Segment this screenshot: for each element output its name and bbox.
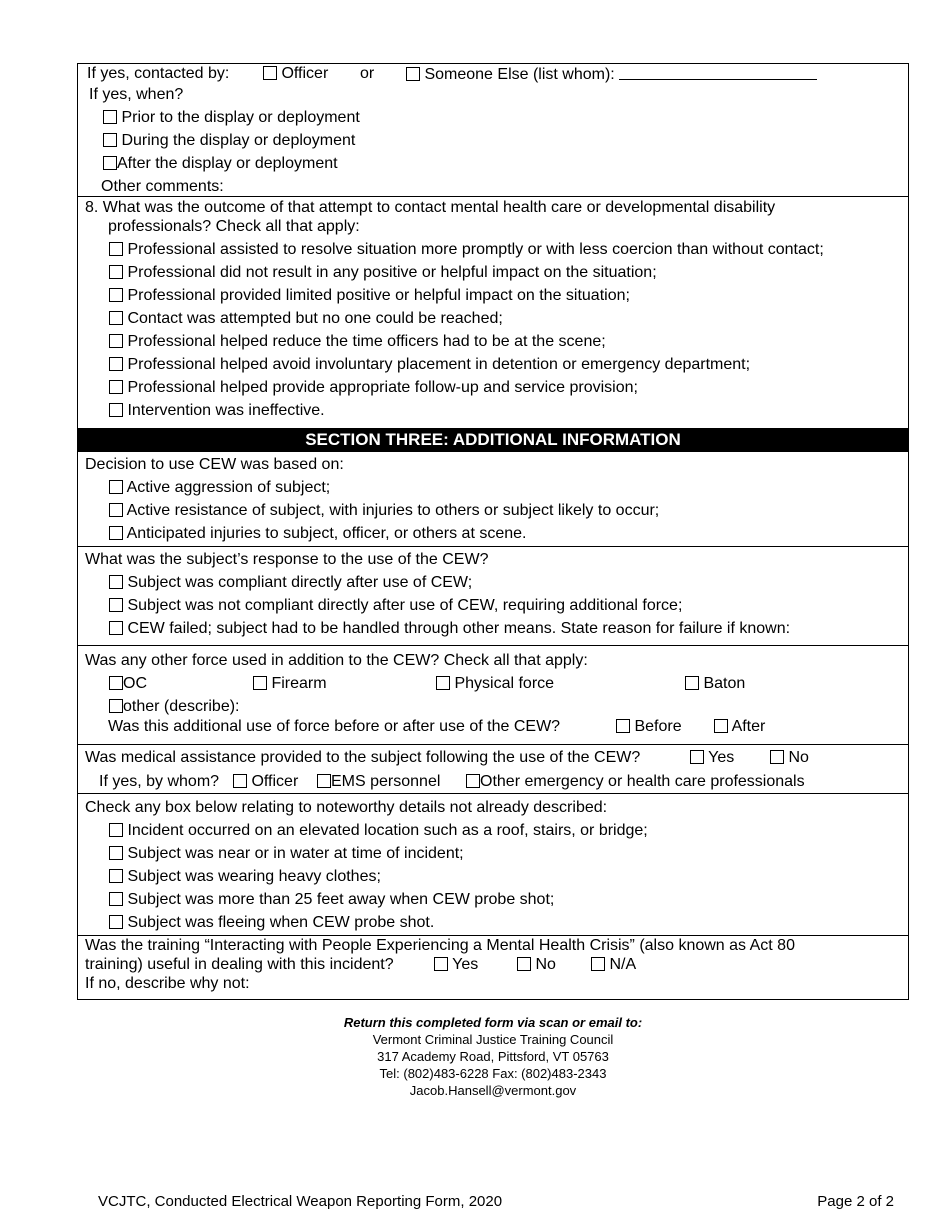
force-timing-question: Was this additional use of force before or after use of the CEW? (108, 718, 561, 735)
during-label: During the display or deployment (121, 132, 356, 149)
response-option-label: Subject was not compliant directly after use of CEW, requiring additional force; (127, 597, 683, 614)
decision-section (78, 452, 908, 547)
training-yes-label: Yes (452, 956, 479, 973)
q8-option-label: Contact was attempted but no one could be reached; (127, 310, 503, 327)
decision-label: Decision to use CEW was based on: (85, 456, 344, 473)
someone-else-checkbox[interactable] (406, 67, 420, 81)
contacted-by-label: If yes, contacted by: (87, 65, 230, 82)
decision-option-label: Active resistance of subject, with injuries to others or subject likely to occur; (126, 502, 660, 519)
decision-option-label: Active aggression of subject; (126, 479, 331, 496)
other-force-label: Was any other force used in addition to the CEW? Check all that apply: (85, 652, 588, 669)
medical-officer-checkbox[interactable] (233, 774, 247, 788)
noteworthy-option-checkbox[interactable] (109, 823, 123, 837)
return-heading: Return this completed form via scan or email to: (343, 1015, 643, 1030)
noteworthy-option-checkbox[interactable] (109, 915, 123, 929)
baton-checkbox[interactable] (685, 676, 699, 690)
response-label: What was the subject’s response to the use of the CEW? (85, 551, 489, 568)
training-no-checkbox[interactable] (517, 957, 531, 971)
noteworthy-label: Check any box below relating to noteworthy details not already described: (85, 799, 608, 816)
physical-force-checkbox[interactable] (436, 676, 450, 690)
return-phone: Tel: (802)483-6228 Fax: (802)483-2343 (379, 1066, 607, 1081)
someone-else-label: Someone Else (list whom): (424, 66, 615, 83)
response-option-label: CEW failed; subject had to be handled through other means. State reason for failure if known: (127, 620, 791, 637)
medical-question: Was medical assistance provided to the subject following the use of the CEW? (85, 749, 641, 766)
after-checkbox[interactable] (103, 156, 117, 170)
training-section (78, 936, 908, 999)
noteworthy-option-checkbox[interactable] (109, 892, 123, 906)
return-info (77, 1014, 909, 1099)
training-no-label: No (535, 956, 556, 973)
q8-section (78, 197, 908, 429)
q8-option-checkbox[interactable] (109, 357, 123, 371)
response-option-checkbox[interactable] (109, 621, 123, 635)
decision-option-checkbox[interactable] (109, 480, 123, 494)
return-email: Jacob.Hansell@vermont.gov (409, 1083, 577, 1098)
firearm-checkbox[interactable] (253, 676, 267, 690)
noteworthy-option-label: Subject was fleeing when CEW probe shot. (127, 914, 435, 931)
q8-option-label: Professional assisted to resolve situation more promptly or with less coercion than without contact; (127, 241, 824, 258)
ems-checkbox[interactable] (317, 774, 331, 788)
medical-officer-label: Officer (251, 773, 299, 790)
q8-question-line2: professionals? Check all that apply: (108, 218, 360, 235)
oc-label: OC (123, 675, 147, 692)
after-force-label: After (731, 718, 766, 735)
return-org: Vermont Criminal Justice Training Council (372, 1032, 614, 1047)
or-label: or (360, 65, 375, 82)
medical-no-label: No (788, 749, 809, 766)
form-table (77, 63, 909, 1000)
q8-option-label: Professional helped provide appropriate follow-up and service provision; (127, 379, 638, 396)
noteworthy-option-label: Subject was wearing heavy clothes; (127, 868, 381, 885)
training-question-line1: Was the training “Interacting with People Experiencing a Mental Health Crisis” (also known as Act 80 (85, 937, 795, 954)
form-name-footer: VCJTC, Conducted Electrical Weapon Reporting Form, 2020 (98, 1193, 503, 1210)
q8-option-checkbox[interactable] (109, 288, 123, 302)
response-option-checkbox[interactable] (109, 598, 123, 612)
q8-option-label: Professional did not result in any positive or helpful impact on the situation; (127, 264, 657, 281)
other-describe-label: other (describe): (123, 698, 240, 715)
medical-yes-label: Yes (708, 749, 735, 766)
officer-label: Officer (281, 65, 329, 82)
why-not-label: If no, describe why not: (85, 975, 250, 992)
noteworthy-option-checkbox[interactable] (109, 869, 123, 883)
prior-label: Prior to the display or deployment (121, 109, 360, 126)
q8-option-checkbox[interactable] (109, 265, 123, 279)
baton-label: Baton (703, 675, 746, 692)
training-question-line2: training) useful in dealing with this incident? (85, 956, 394, 973)
decision-option-label: Anticipated injuries to subject, officer, or others at scene. (126, 525, 527, 542)
other-force-section (78, 646, 908, 745)
q8-option-checkbox[interactable] (109, 334, 123, 348)
noteworthy-section (78, 794, 908, 936)
other-professionals-label: Other emergency or health care professionals (480, 773, 805, 790)
other-comments-label: Other comments: (101, 178, 224, 195)
someone-else-line[interactable] (619, 64, 817, 80)
response-option-label: Subject was compliant directly after use of CEW; (127, 574, 473, 591)
other-describe-checkbox[interactable] (109, 699, 123, 713)
firearm-label: Firearm (271, 675, 327, 692)
decision-option-checkbox[interactable] (109, 503, 123, 517)
during-checkbox[interactable] (103, 133, 117, 147)
decision-option-checkbox[interactable] (109, 526, 123, 540)
training-na-label: N/A (609, 956, 637, 973)
noteworthy-option-label: Incident occurred on an elevated location such as a roof, stairs, or bridge; (127, 822, 648, 839)
q8-option-checkbox[interactable] (109, 380, 123, 394)
noteworthy-option-label: Subject was more than 25 feet away when CEW probe shot; (127, 891, 555, 908)
when-label: If yes, when? (89, 86, 184, 103)
prior-checkbox[interactable] (103, 110, 117, 124)
response-option-checkbox[interactable] (109, 575, 123, 589)
training-yes-checkbox[interactable] (434, 957, 448, 971)
by-whom-label: If yes, by whom? (99, 773, 220, 790)
training-na-checkbox[interactable] (591, 957, 605, 971)
officer-checkbox[interactable] (263, 66, 277, 80)
q8-option-label: Professional helped reduce the time officers had to be at the scene; (127, 333, 606, 350)
after-force-checkbox[interactable] (714, 719, 728, 733)
q8-option-checkbox[interactable] (109, 311, 123, 325)
medical-section (78, 745, 908, 794)
q8-question-line1: 8. What was the outcome of that attempt to contact mental health care or developmental disability (85, 199, 776, 216)
after-label: After the display or deployment (117, 155, 338, 172)
q8-option-label: Professional helped avoid involuntary placement in detention or emergency department; (127, 356, 751, 373)
physical-force-label: Physical force (454, 675, 555, 692)
ems-label: EMS personnel (331, 773, 441, 790)
noteworthy-option-label: Subject was near or in water at time of incident; (127, 845, 464, 862)
return-address: 317 Academy Road, Pittsford, VT 05763 (377, 1049, 609, 1064)
contact-section (78, 64, 908, 197)
medical-yes-checkbox[interactable] (690, 750, 704, 764)
section-three-header: SECTION THREE: ADDITIONAL INFORMATION (78, 429, 908, 452)
page-number: Page 2 of 2 (817, 1193, 894, 1210)
other-professionals-checkbox[interactable] (466, 774, 480, 788)
before-checkbox[interactable] (616, 719, 630, 733)
noteworthy-option-checkbox[interactable] (109, 846, 123, 860)
q8-option-checkbox[interactable] (109, 242, 123, 256)
q8-option-label: Professional provided limited positive or helpful impact on the situation; (127, 287, 630, 304)
medical-no-checkbox[interactable] (770, 750, 784, 764)
q8-option-label: Intervention was ineffective. (127, 402, 325, 419)
before-label: Before (634, 718, 682, 735)
oc-checkbox[interactable] (109, 676, 123, 690)
q8-option-checkbox[interactable] (109, 403, 123, 417)
response-section (78, 547, 908, 646)
